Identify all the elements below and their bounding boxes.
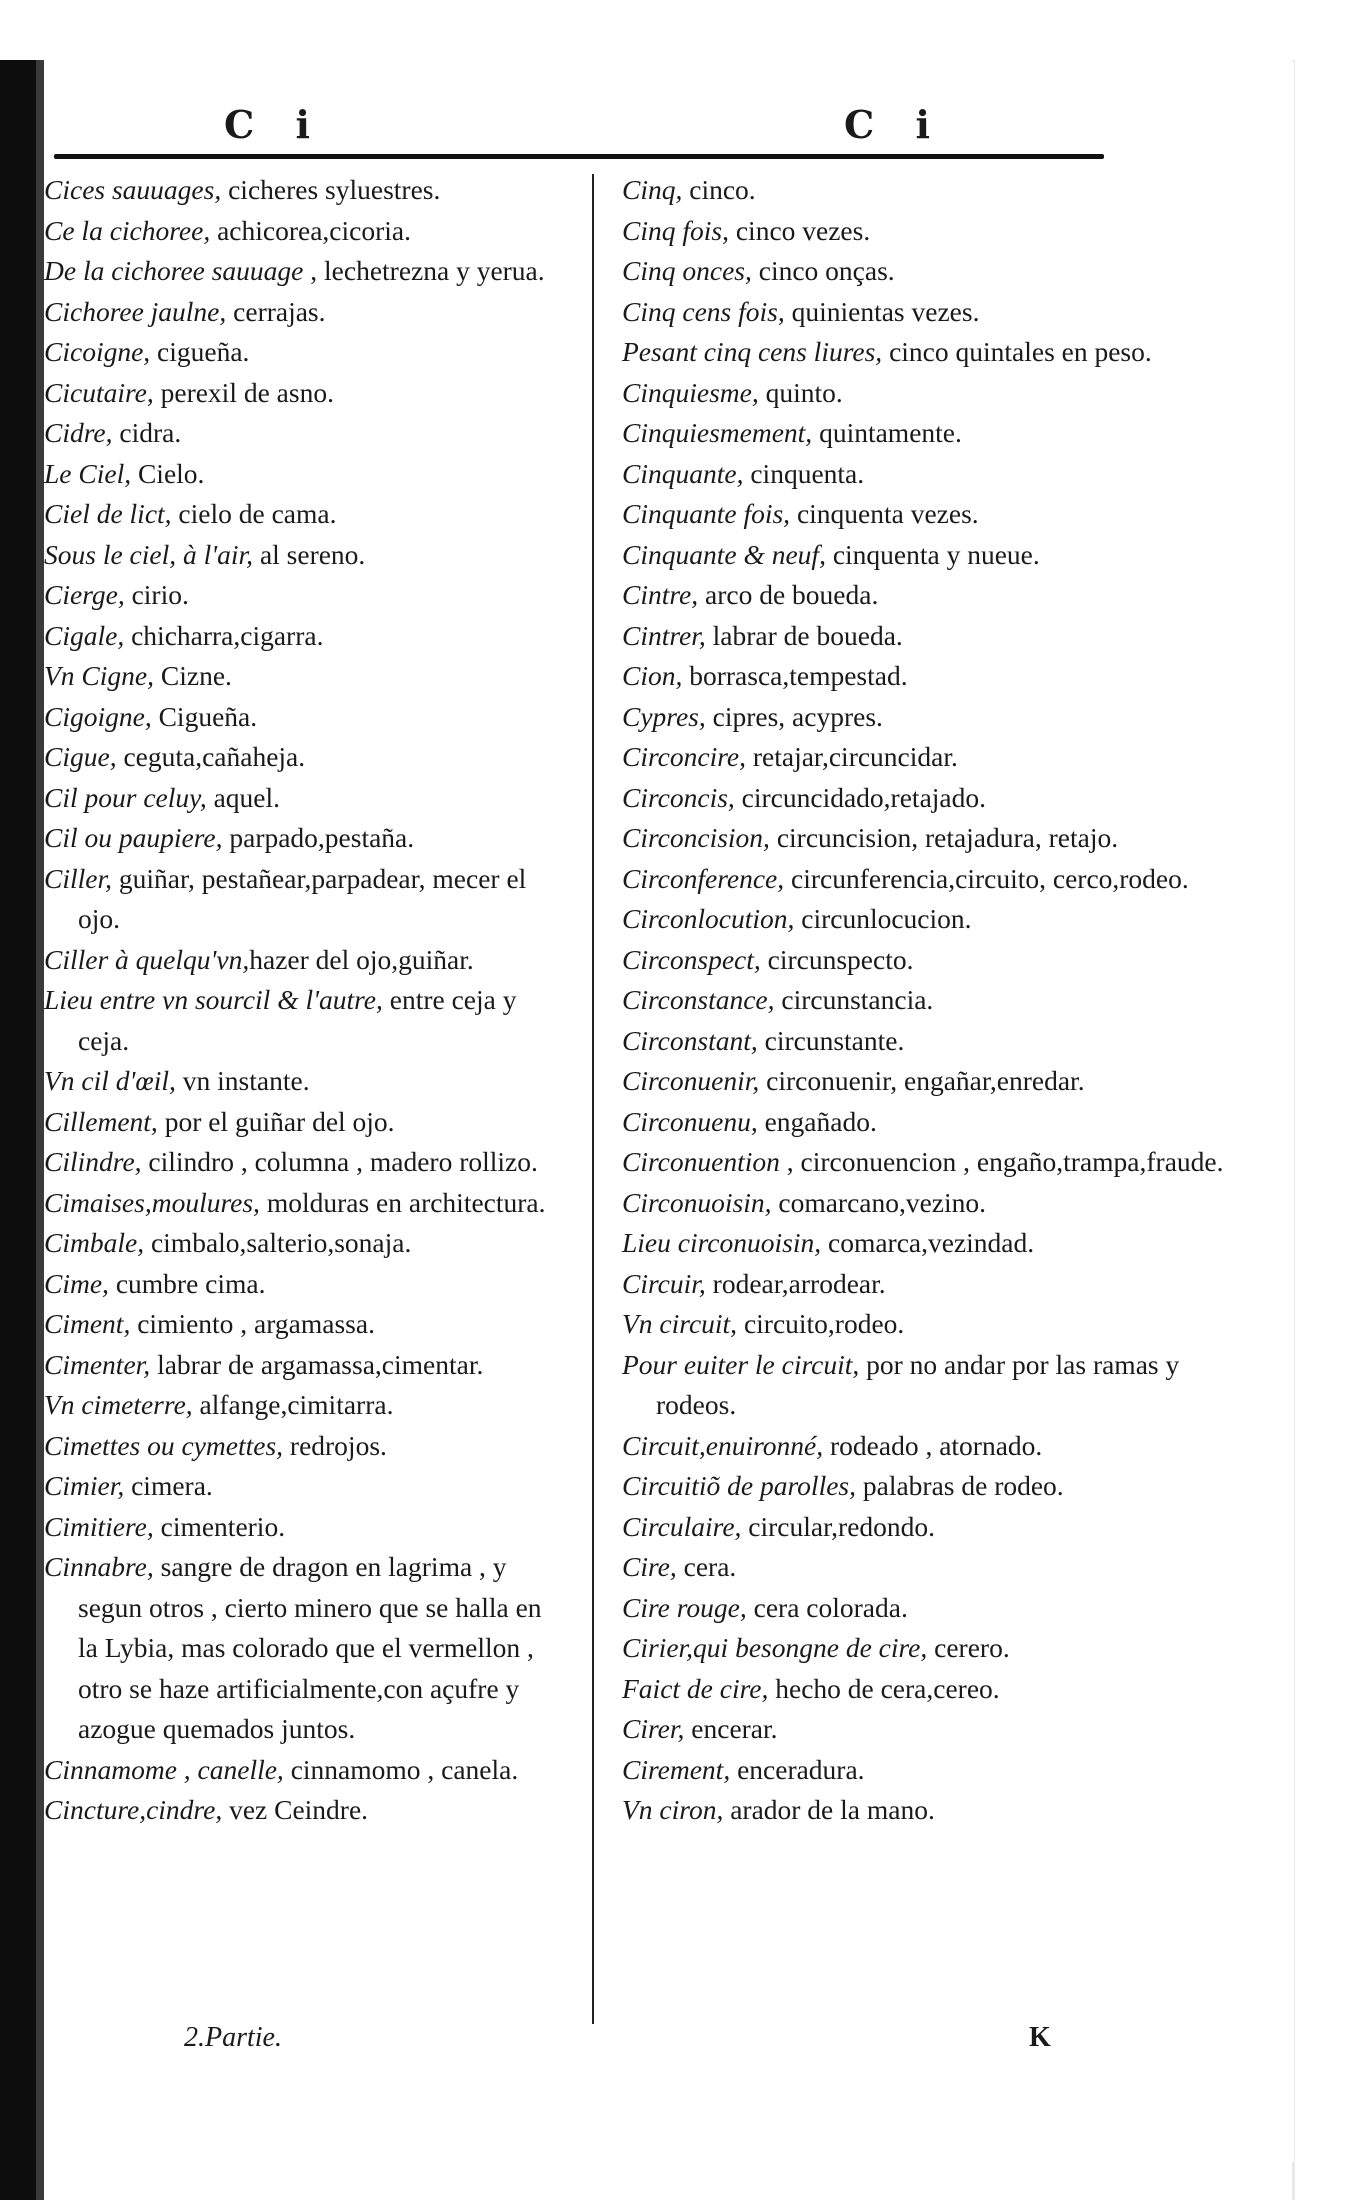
entry-headword: Ciel de lict, [44,498,172,529]
entry-headword: Cintre, [622,579,699,610]
entry-translation: retajar,circuncidar. [745,741,958,772]
entry-translation: engañado. [757,1105,877,1137]
entry-translation: entre ceja y ceja. [78,984,517,1056]
entry-headword: Sous le ciel, à l'air, [44,538,254,570]
entry-translation: cilindro , columna , madero rollizo. [141,1146,538,1177]
dictionary-entry [622,1466,1232,1507]
entry-translation: cinco onças. [751,255,895,286]
entry-headword: Cidre, [44,417,113,448]
dictionary-entry [622,494,1232,535]
signature-mark: 2.Partie. [184,2022,282,2053]
page-edge [1292,60,1365,2200]
entry-translation: achicorea,cicoria. [210,214,411,246]
entry-headword: Ce la cichoree, [44,214,211,246]
entry-translation: Cigueña. [151,700,258,732]
entry-headword: Ciller à quelqu'vn, [44,943,250,975]
dictionary-entry [622,899,1232,940]
entry-headword: Cinnamome , canelle, [44,1753,284,1785]
dictionary-entry [44,1385,564,1426]
entry-translation: cinco vezes. [728,214,871,246]
entry-translation: cerrajas. [226,295,326,327]
dictionary-entry [622,1264,1232,1305]
entry-headword: Circoncision, [622,822,770,853]
entry-headword: Circonstance, [622,984,775,1015]
entry-headword: Faict de cire, [622,1672,769,1704]
dictionary-entry [44,656,564,697]
left-column [44,170,564,1831]
entry-translation: cirio. [124,579,189,610]
entry-translation: cinco quintales en peso. [882,336,1152,367]
dictionary-entry [44,575,564,616]
dictionary-entry [622,818,1232,859]
entry-headword: Cion, [622,660,683,691]
entry-headword: Vn circuit, [622,1308,738,1339]
entry-headword: Cillement, [44,1105,158,1137]
entry-translation: cinquenta vezes. [790,498,979,529]
entry-headword: Cichoree jaulne, [44,295,227,327]
dictionary-entry [44,454,564,495]
entry-headword: Cimbale, [44,1227,145,1258]
entry-translation: perexil de asno. [153,376,334,408]
dictionary-entry [44,1345,564,1386]
entry-headword: Cimier, [44,1470,125,1501]
column-divider [592,174,594,2024]
dictionary-entry [44,1142,564,1183]
entry-headword: Cirier,qui besongne de cire, [622,1632,928,1663]
entry-translation: cinco. [682,174,756,205]
entry-headword: Circonuoisin, [622,1186,772,1218]
entry-translation: cera. [676,1551,737,1582]
entry-headword: Cil pour celuy, [44,781,207,813]
dictionary-entry [622,211,1232,252]
entry-headword: Circonspect, [622,943,761,975]
dictionary-entry [622,859,1232,900]
dictionary-entry [44,737,564,778]
entry-headword: Cierge, [44,579,125,610]
entry-translation: cidra. [112,417,182,448]
entry-headword: Circonuenir, [622,1065,760,1096]
dictionary-entry [622,778,1232,819]
dictionary-entry [44,778,564,819]
entry-headword: Cinquante fois, [622,498,791,529]
entry-translation: borrasca,tempestad. [682,660,908,691]
entry-translation: palabras de rodeo. [856,1470,1064,1501]
dictionary-entry [622,575,1232,616]
dictionary-entry [622,1142,1232,1183]
entry-translation: enceradura. [730,1753,865,1785]
book-gutter [36,60,44,2200]
entry-headword: Circonstant, [622,1024,758,1056]
entry-headword: Circonference, [622,862,785,894]
entry-translation: redrojos. [283,1429,387,1461]
dictionary-entry [44,1183,564,1224]
entry-translation: circonuenir, engañar,enredar. [759,1065,1085,1096]
dictionary-entry [622,332,1232,373]
dictionary-entry [44,251,564,292]
dictionary-entry [622,1021,1232,1062]
entry-translation: guiñar, pestañear,parpadear, mecer el ojo. [78,862,527,934]
dictionary-entry [44,332,564,373]
entry-headword: Circoncire, [622,741,746,772]
entry-headword: Vn cil d'œil, [44,1065,176,1096]
entry-translation: cimenterio. [153,1510,286,1542]
dictionary-entry [622,616,1232,657]
entry-headword: Cinq cens fois, [622,295,785,327]
entry-headword: Vn ciron, [622,1794,724,1825]
dictionary-entry [622,1588,1232,1629]
dictionary-entry [622,1304,1232,1345]
entry-headword: Cinquiesme, [622,376,759,408]
dictionary-entry [44,940,564,981]
dictionary-entry [622,413,1232,454]
dictionary-entry [44,1264,564,1305]
entry-headword: Cinq fois, [622,214,729,246]
entry-headword: Cime, [44,1267,109,1299]
entry-translation: encerar. [684,1713,778,1744]
dictionary-entry [44,1426,564,1467]
entry-translation: rodeado , atornado. [823,1429,1043,1461]
entry-translation: labrar de boueda. [705,619,903,651]
entry-translation: cigueña. [150,336,250,367]
dictionary-entry [622,535,1232,576]
entry-headword: Circuir, [622,1267,706,1299]
entry-translation: vez Ceindre. [222,1794,369,1825]
entry-translation: cinnamomo , canela. [283,1753,519,1785]
entry-translation: Cielo. [131,457,205,489]
entry-headword: De la cichoree sauuage [44,255,304,286]
entry-headword: Cinquante, [622,457,744,489]
dictionary-entry [44,1102,564,1143]
entry-headword: Cirer, [622,1713,685,1744]
entry-translation: cimbalo,salterio,sonaja. [144,1227,412,1258]
entry-headword: Cices sauuages, [44,174,222,205]
dictionary-entry [622,737,1232,778]
entry-headword: Cigoigne, [44,700,152,732]
dictionary-entry [622,454,1232,495]
entry-headword: Circonuention [622,1146,780,1177]
dictionary-entry [44,818,564,859]
running-head-left: C i [224,102,324,147]
entry-translation: circuncidado,retajado. [734,781,986,813]
dictionary-entry [44,494,564,535]
entry-translation: chicharra,cigarra. [124,619,324,651]
entry-translation: por no andar por las ramas y rodeos. [656,1348,1180,1420]
entry-headword: Cicoigne, [44,336,151,367]
dictionary-entry [622,1183,1232,1224]
dictionary-entry [622,292,1232,333]
entry-headword: Cilindre, [44,1146,142,1177]
entry-translation: cera colorada. [746,1591,908,1623]
entry-translation: cielo de cama. [171,498,337,529]
entry-headword: Cire rouge, [622,1591,747,1623]
entry-headword: Cimenter, [44,1348,151,1380]
dictionary-entry [44,1750,564,1791]
dictionary-entry [44,1304,564,1345]
dictionary-entry [44,1061,564,1102]
dictionary-entry [44,292,564,333]
entry-headword: Cil ou paupiere, [44,822,223,853]
entry-translation: cicheres syluestres. [221,174,441,205]
entry-headword: Cigue, [44,741,117,772]
dictionary-entry [44,535,564,576]
book-spine-shadow [0,60,36,2200]
right-column [622,170,1232,1831]
entry-translation: circunstante. [757,1024,905,1056]
entry-translation: cumbre cima. [108,1267,266,1299]
entry-headword: Cimaises,moulures, [44,1186,260,1218]
entry-headword: Circonuenu, [622,1105,758,1137]
entry-translation: quinto. [758,376,843,408]
entry-translation: alfange,cimitarra. [192,1389,394,1420]
entry-translation: cinquenta y nueue. [825,538,1040,570]
entry-translation: cimera. [124,1470,213,1501]
entry-headword: Vn cimeterre, [44,1389,193,1420]
entry-headword: Le Ciel, [44,457,132,489]
entry-headword: Cinnabre, [44,1551,154,1582]
entry-headword: Circulaire, [622,1510,742,1542]
entry-headword: Cimettes ou cymettes, [44,1429,284,1461]
dictionary-entry [622,373,1232,414]
entry-translation: , circonuencion , engaño,trampa,fraude. [779,1146,1224,1177]
entry-headword: Ciment, [44,1308,131,1339]
dictionary-entry [44,616,564,657]
entry-translation: Cizne. [154,660,232,691]
entry-headword: Circoncis, [622,781,735,813]
entry-translation: circuito,rodeo. [737,1308,905,1339]
dictionary-entry [622,1628,1232,1669]
entry-translation: hazer del ojo,guiñar. [249,943,474,975]
dictionary-entry [622,1426,1232,1467]
entry-headword: Cicutaire, [44,376,154,408]
dictionary-entry [622,1709,1232,1750]
dictionary-entry [44,211,564,252]
entry-headword: Cimitiere, [44,1510,154,1542]
dictionary-entry [44,413,564,454]
entry-translation: circunlocucion. [794,903,972,934]
dictionary-entry [622,656,1232,697]
dictionary-page [44,62,1294,2162]
dictionary-entry [622,1750,1232,1791]
dictionary-entry [622,1102,1232,1143]
entry-headword: Circuitiõ de parolles, [622,1470,856,1501]
dictionary-entry [44,1466,564,1507]
entry-translation: arco de boueda. [698,579,879,610]
entry-translation: cimiento , argamassa. [130,1308,375,1339]
dictionary-entry [622,1547,1232,1588]
entry-headword: Circonlocution, [622,903,795,934]
dictionary-entry [622,251,1232,292]
dictionary-entry [44,170,564,211]
entry-translation: labrar de argamassa,cimentar. [150,1348,484,1380]
entry-headword: Cirement, [622,1753,731,1785]
dictionary-entry [622,940,1232,981]
entry-translation: quinientas vezes. [784,295,980,327]
entry-translation: parpado,pestaña. [222,822,415,853]
entry-translation: ceguta,cañaheja. [116,741,306,772]
entry-headword: Cintrer, [622,619,706,651]
entry-headword: Cire, [622,1551,677,1582]
entry-translation: circular,redondo. [741,1510,936,1542]
entry-translation: quintamente. [812,417,962,448]
dictionary-entry [622,1790,1232,1831]
entry-headword: Cincture,cindre, [44,1794,223,1825]
entry-translation: cipres, acypres. [705,700,883,732]
entry-translation: rodear,arrodear. [705,1267,886,1299]
dictionary-entry [44,1507,564,1548]
dictionary-entry [622,1061,1232,1102]
dictionary-entry [44,980,564,1061]
entry-headword: Cinquante & neuf, [622,538,826,570]
entry-translation: circunstancia. [774,984,934,1015]
running-head-right: C i [844,102,944,147]
entry-translation: cinquenta. [743,457,865,489]
dictionary-entry [44,1223,564,1264]
dictionary-entry [622,1223,1232,1264]
dictionary-entry [44,697,564,738]
entry-headword: Cypres, [622,700,706,732]
entry-headword: Cinq, [622,174,683,205]
dictionary-entry [622,1507,1232,1548]
entry-headword: Lieu circonuoisin, [622,1227,822,1258]
entry-headword: Vn Cigne, [44,660,154,691]
entry-translation: comarcano,vezino. [771,1186,987,1218]
dictionary-entry [44,1790,564,1831]
entry-translation: sangre de dragon en lagrima , y segun otros , cierto minero que se halla en la Lybia, mas colorado que el vermellon , otro se haze artificialmente,con açufre y azogue quemados juntos. [78,1551,542,1744]
entry-translation: circuncision, retajadura, retajo. [769,822,1119,853]
entry-translation: molduras en architectura. [259,1186,546,1218]
header-rule [54,154,1104,159]
dictionary-entry [622,170,1232,211]
entry-translation: , lechetrezna y yerua. [303,255,545,286]
dictionary-entry [44,859,564,940]
entry-translation: vn instante. [175,1065,310,1096]
entry-translation: aquel. [206,781,281,813]
dictionary-entry [622,1669,1232,1710]
entry-headword: Ciller, [44,862,112,894]
entry-headword: Pesant cinq cens liures, [622,336,883,367]
catchword: K [1029,2022,1051,2053]
dictionary-entry [622,980,1232,1021]
entry-headword: Pour euiter le circuit, [622,1348,860,1380]
entry-translation: comarca,vezindad. [821,1227,1035,1258]
entry-translation: circunferencia,circuito, cerco,rodeo. [784,862,1189,894]
dictionary-entry [622,1345,1232,1426]
entry-translation: cerero. [927,1632,1010,1663]
dictionary-entry [44,373,564,414]
entry-headword: Cigale, [44,619,125,651]
entry-translation: arador de la mano. [723,1794,935,1825]
entry-translation: al sereno. [253,538,366,570]
entry-translation: hecho de cera,cereo. [768,1672,1000,1704]
entry-headword: Lieu entre vn sourcil & l'autre, [44,984,383,1015]
entry-translation: circunspecto. [760,943,914,975]
dictionary-entry [622,697,1232,738]
entry-headword: Cinquiesmement, [622,417,813,448]
entry-headword: Cinq onces, [622,255,752,286]
dictionary-entry [44,1547,564,1750]
entry-headword: Circuit,enuironné, [622,1429,824,1461]
entry-translation: por el guiñar del ojo. [157,1105,395,1137]
